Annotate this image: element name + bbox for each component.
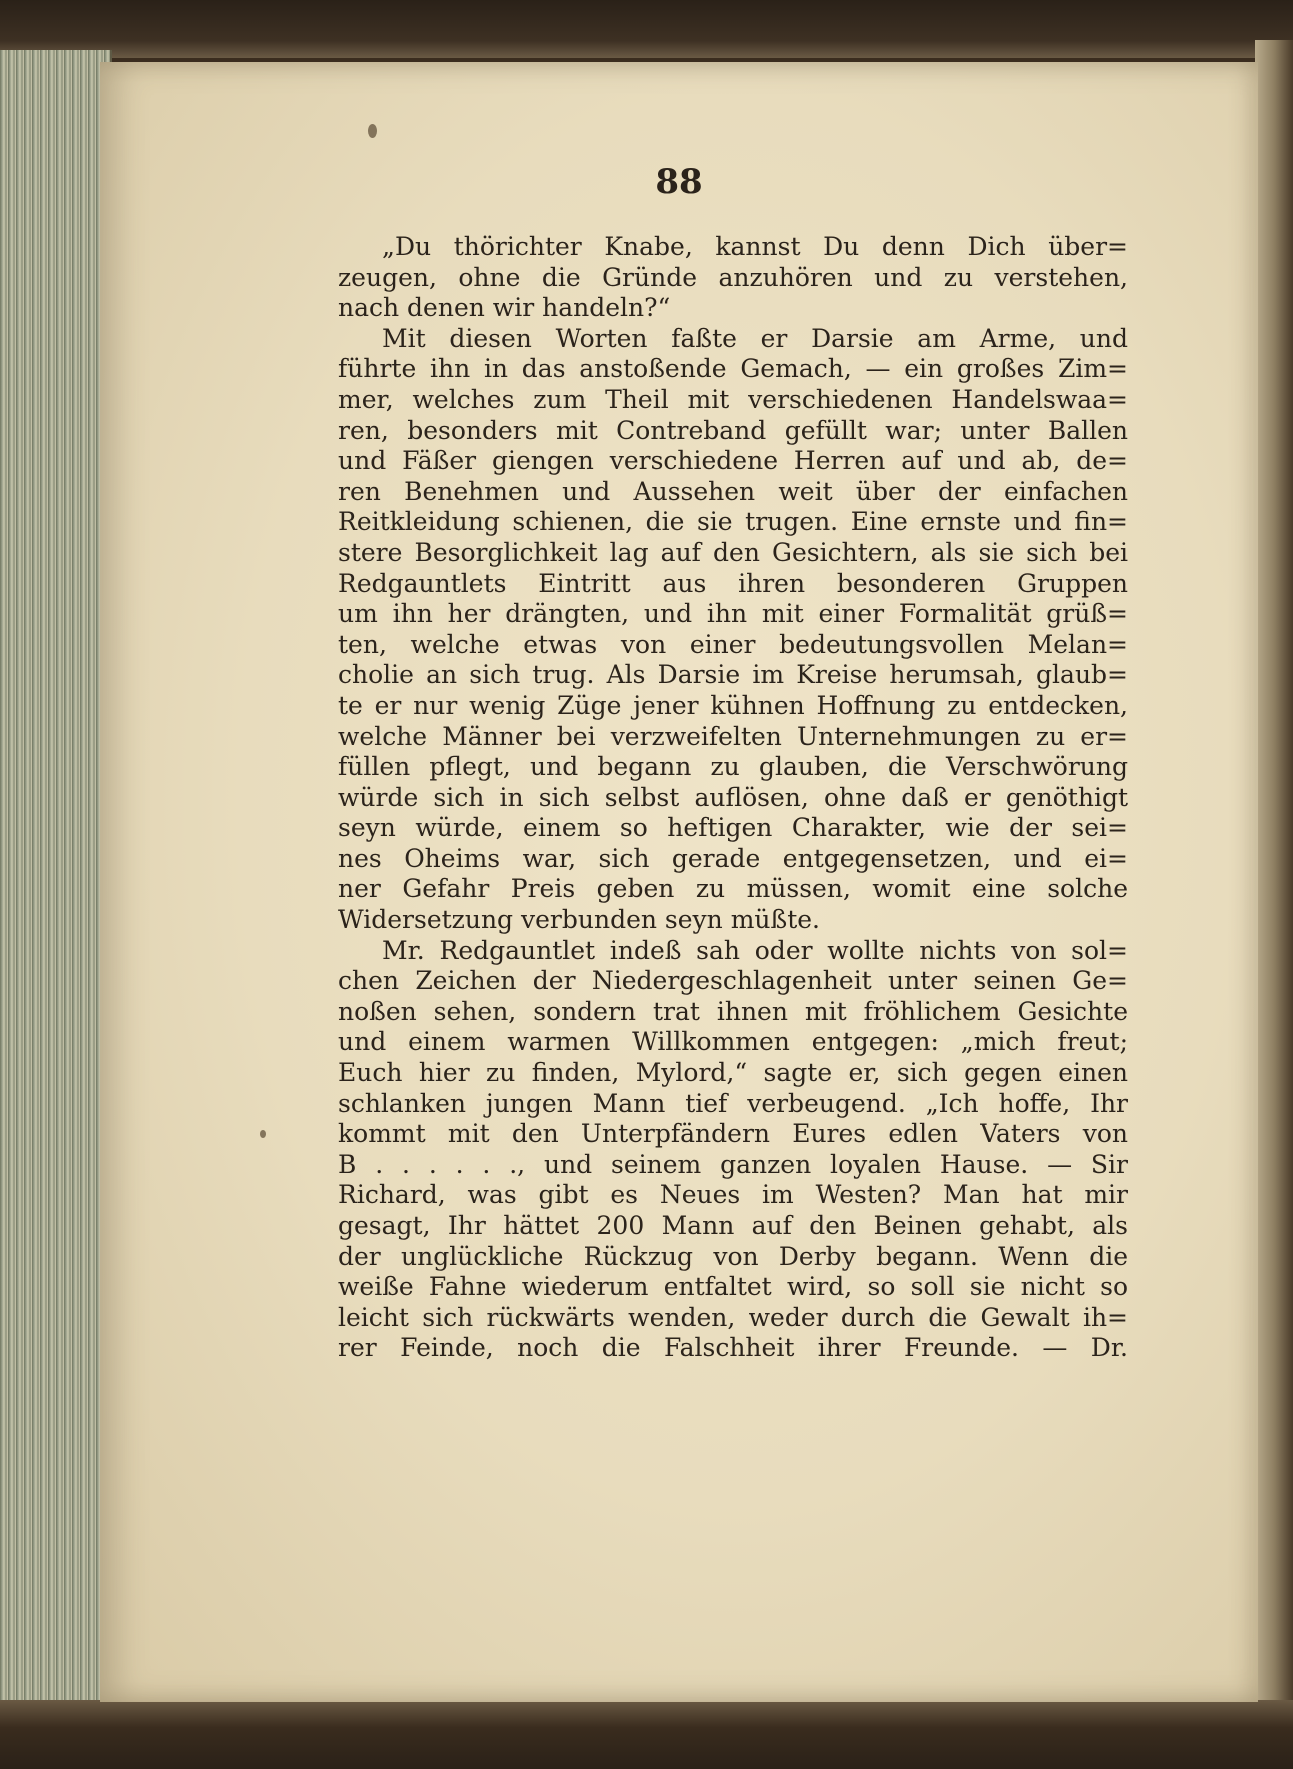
text-line: würde sich in sich selbst auflösen, ohne daß er genöthigt [338, 782, 1128, 812]
text-line: ner Gefahr Preis geben zu müssen, womit eine solche [338, 874, 1128, 904]
text-line: ren Benehmen und Aussehen weit über der einfachen [338, 476, 1128, 506]
text-line: ten, welche etwas von einer bedeutungsvollen Melan= [338, 629, 1128, 659]
text-line: cholie an sich trug. Als Darsie im Kreise herumsah, glaub= [338, 660, 1128, 690]
text-line: B . . . . . ., und seinem ganzen loyalen Hause. — Sir [338, 1149, 1128, 1179]
book-page-edges [0, 50, 112, 1710]
text-line: kommt mit den Unterpfändern Eures edlen Vaters von [338, 1119, 1128, 1149]
text-line: leicht sich rückwärts wenden, weder durch die Gewalt ih= [338, 1302, 1128, 1332]
text-line: rer Feinde, noch die Falschheit ihrer Freunde. — Dr. [338, 1333, 1128, 1363]
text-line: mer, welches zum Theil mit verschiedenen Handelswaa= [338, 384, 1128, 414]
text-line: Mr. Redgauntlet indeß sah oder wollte nichts von sol= [382, 935, 1128, 965]
text-line: schlanken jungen Mann tief verbeugend. „Ich hoffe, Ihr [338, 1088, 1128, 1118]
scan-background-right [1255, 40, 1293, 1720]
text-line: zeugen, ohne die Gründe anzuhören und zu verstehen, [338, 262, 1128, 292]
paper-speck [368, 124, 377, 138]
paper-speck [260, 1130, 266, 1138]
text-line: und einem warmen Willkommen entgegen: „mich freut; [338, 1027, 1128, 1057]
text-line: chen Zeichen der Niedergeschlagenheit unter seinen Ge= [338, 966, 1128, 996]
text-line: ren, besonders mit Contreband gefüllt war; unter Ballen [338, 415, 1128, 445]
text-line: Mit diesen Worten faßte er Darsie am Arme, und [382, 323, 1128, 353]
text-line: noßen sehen, sondern trat ihnen mit fröhlichem Gesichte [338, 996, 1128, 1026]
text-line: Widersetzung verbunden seyn müßte. [338, 905, 821, 935]
text-line: stere Besorglichkeit lag auf den Gesichtern, als sie sich bei [338, 537, 1128, 567]
scan-background-bottom [0, 1700, 1293, 1769]
text-line: um ihn her drängten, und ihn mit einer Formalität grüß= [338, 599, 1128, 629]
text-line: Richard, was gibt es Neues im Westen? Man hat mir [338, 1180, 1128, 1210]
page-number: 88 [655, 162, 703, 202]
text-line: weiße Fahne wiederum entfaltet wird, so soll sie nicht so [338, 1272, 1128, 1302]
body-text [338, 232, 1128, 1364]
text-line: nach denen wir handeln?“ [338, 293, 671, 323]
scan-background-top [0, 0, 1293, 58]
text-line: seyn würde, einem so heftigen Charakter, wie der sei= [338, 813, 1128, 843]
text-line: nes Oheims war, sich gerade entgegensetzen, und ei= [338, 843, 1128, 873]
text-line: gesagt, Ihr hättet 200 Mann auf den Beinen gehabt, als [338, 1211, 1128, 1240]
text-line: füllen pflegt, und begann zu glauben, die Verschwörung [338, 752, 1128, 782]
text-line: Reitkleidung schienen, die sie trugen. Eine ernste und fin= [338, 507, 1128, 537]
text-line: Redgauntlets Eintritt aus ihren besonderen Gruppen [338, 568, 1128, 598]
text-line: welche Männer bei verzweifelten Unternehmungen zu er= [338, 721, 1128, 751]
text-line: führte ihn in das anstoßende Gemach, — ein großes Zim= [338, 354, 1128, 384]
text-line: und Fäßer giengen verschiedene Herren auf und ab, de= [338, 446, 1128, 476]
book-page [100, 62, 1258, 1702]
text-line: der unglückliche Rückzug von Derby begann. Wenn die [338, 1241, 1128, 1271]
text-line: „Du thörichter Knabe, kannst Du denn Dich über= [382, 232, 1128, 261]
text-line: te er nur wenig Züge jener kühnen Hoffnung zu entdecken, [338, 690, 1128, 720]
text-line: Euch hier zu finden, Mylord,“ sagte er, sich gegen einen [338, 1058, 1128, 1088]
